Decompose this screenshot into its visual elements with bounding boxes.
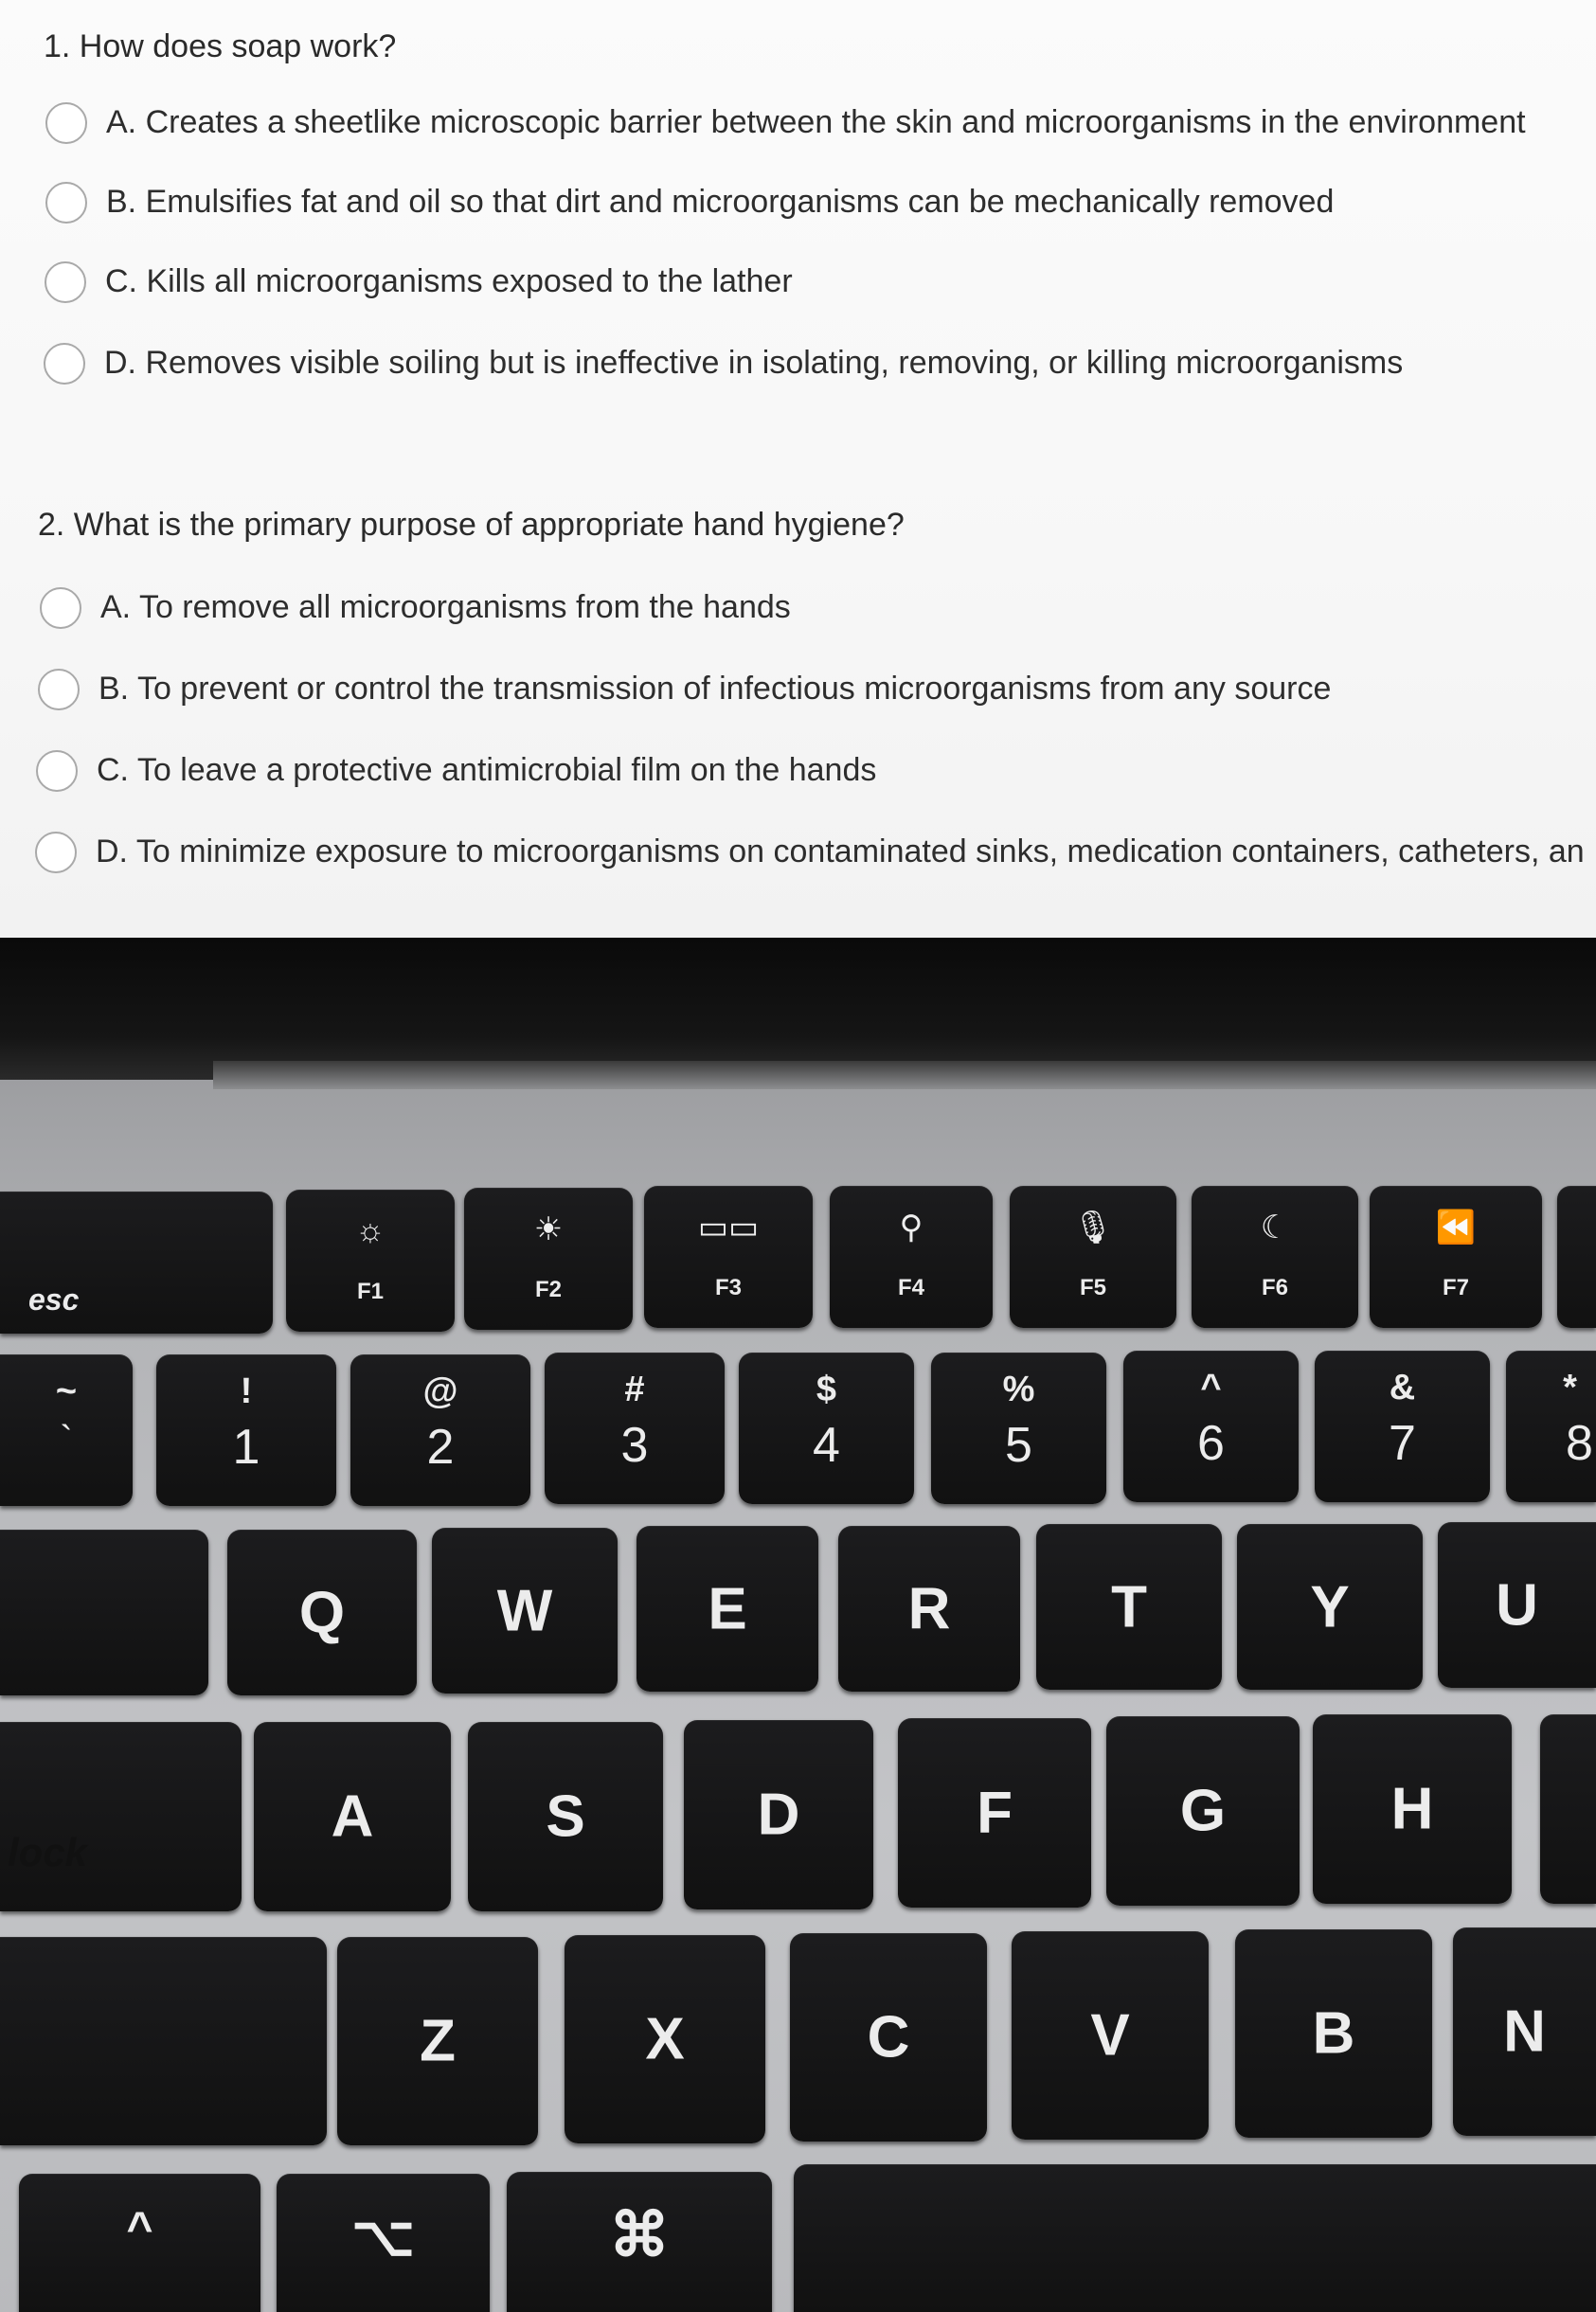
key-digit: 3 bbox=[620, 1418, 649, 1473]
key-t[interactable] bbox=[1036, 1524, 1222, 1690]
option-label: A. Creates a sheetlike microscopic barrier between the skin and microorganisms in the environment bbox=[106, 104, 1526, 140]
key-letter: H bbox=[1390, 1776, 1434, 1842]
option-label: B. To prevent or control the transmission of infectious microorganisms from any source bbox=[99, 671, 1332, 707]
key-r[interactable] bbox=[838, 1526, 1020, 1692]
key-label: F6 bbox=[1261, 1275, 1288, 1300]
radio-button[interactable] bbox=[40, 587, 81, 629]
lock-label: lock bbox=[8, 1830, 88, 1874]
shift-key[interactable] bbox=[0, 1937, 327, 2145]
radio-button[interactable] bbox=[38, 669, 80, 710]
brightness-down-icon: ☼ bbox=[355, 1212, 386, 1248]
command-icon: ⌘ bbox=[609, 2200, 670, 2269]
key-symbol: & bbox=[1389, 1368, 1416, 1407]
key-3[interactable] bbox=[545, 1353, 725, 1504]
f7-key[interactable] bbox=[1370, 1186, 1542, 1328]
key-y[interactable] bbox=[1237, 1524, 1423, 1690]
key-1[interactable] bbox=[156, 1354, 336, 1506]
space-bar[interactable] bbox=[794, 2164, 1596, 2312]
key-symbol: $ bbox=[816, 1370, 837, 1409]
f1-key[interactable] bbox=[286, 1190, 455, 1332]
key-letter: D bbox=[757, 1782, 800, 1848]
key-letter: B bbox=[1312, 2000, 1355, 2067]
key-letter: Q bbox=[298, 1580, 346, 1645]
key-4[interactable] bbox=[739, 1353, 914, 1504]
key-symbol: ^ bbox=[1200, 1368, 1222, 1407]
esc-key[interactable] bbox=[0, 1192, 273, 1334]
f8-key[interactable] bbox=[1557, 1186, 1596, 1328]
control-icon: ^ bbox=[126, 2203, 153, 2254]
quiz-screen bbox=[0, 0, 1596, 938]
radio-button[interactable] bbox=[44, 343, 85, 385]
option-label: D. To minimize exposure to microorganisms on contaminated sinks, medication containers, catheters, an bbox=[96, 833, 1585, 869]
key-digit: 8 bbox=[1566, 1416, 1593, 1471]
brightness-up-icon: ☀ bbox=[533, 1211, 564, 1247]
mission-control-icon: ▭▭ bbox=[697, 1210, 760, 1246]
question-title: 1. How does soap work? bbox=[44, 28, 397, 64]
key-label: F5 bbox=[1079, 1275, 1106, 1300]
key-f[interactable] bbox=[898, 1718, 1091, 1908]
radio-button[interactable] bbox=[45, 261, 86, 303]
caps-lock-key[interactable] bbox=[0, 1722, 242, 1911]
key-v[interactable] bbox=[1012, 1931, 1209, 2140]
key-g[interactable] bbox=[1106, 1716, 1300, 1906]
key-label: F7 bbox=[1442, 1275, 1469, 1300]
f3-key[interactable] bbox=[644, 1186, 813, 1328]
f2-key[interactable] bbox=[464, 1188, 633, 1330]
key-label: F3 bbox=[714, 1275, 742, 1300]
option-icon: ⌥ bbox=[351, 2205, 415, 2267]
key-label: F2 bbox=[534, 1277, 562, 1302]
radio-button[interactable] bbox=[45, 182, 87, 224]
key-digit: 2 bbox=[426, 1420, 455, 1475]
key-letter: U bbox=[1496, 1572, 1538, 1638]
key-letter: G bbox=[1179, 1778, 1227, 1844]
backtick-key[interactable] bbox=[0, 1354, 133, 1506]
radio-button[interactable] bbox=[36, 750, 78, 792]
key-letter: Z bbox=[420, 2008, 456, 2074]
control-key[interactable] bbox=[19, 2174, 260, 2312]
key-symbol: * bbox=[1563, 1368, 1577, 1407]
key-label: F1 bbox=[356, 1279, 384, 1304]
key-2[interactable] bbox=[350, 1354, 530, 1506]
key-z[interactable] bbox=[337, 1937, 538, 2145]
key-symbol: ~ bbox=[55, 1371, 78, 1411]
key-d[interactable] bbox=[684, 1720, 873, 1909]
option-label: B. Emulsifies fat and oil so that dirt and microorganisms can be mechanically removed bbox=[106, 184, 1335, 220]
key-digit: 5 bbox=[1005, 1418, 1032, 1473]
option-key[interactable] bbox=[277, 2174, 490, 2312]
key-j[interactable] bbox=[1540, 1714, 1596, 1904]
key-digit: ` bbox=[60, 1419, 73, 1461]
key-letter: R bbox=[907, 1576, 951, 1641]
key-c[interactable] bbox=[790, 1933, 987, 2142]
key-letter: E bbox=[708, 1576, 747, 1641]
key-digit: 7 bbox=[1389, 1416, 1416, 1471]
key-letter: V bbox=[1090, 2002, 1130, 2069]
key-a[interactable] bbox=[254, 1722, 451, 1911]
key-letter: T bbox=[1111, 1574, 1147, 1640]
key-letter: A bbox=[331, 1783, 374, 1850]
key-5[interactable] bbox=[931, 1353, 1106, 1504]
key-letter: S bbox=[546, 1783, 585, 1850]
search-icon: ⚲ bbox=[899, 1210, 924, 1246]
key-letter: X bbox=[645, 2006, 685, 2072]
key-w[interactable] bbox=[432, 1528, 618, 1694]
rewind-icon: ⏪ bbox=[1435, 1210, 1477, 1246]
key-letter: C bbox=[867, 2004, 910, 2070]
microphone-icon: 🎙 bbox=[1072, 1210, 1114, 1246]
tab-key[interactable] bbox=[0, 1530, 208, 1695]
key-u[interactable] bbox=[1438, 1522, 1596, 1688]
f5-key[interactable] bbox=[1010, 1186, 1176, 1328]
key-symbol: ! bbox=[240, 1371, 253, 1411]
moon-icon: ☾ bbox=[1260, 1210, 1290, 1246]
option-label: C. To leave a protective antimicrobial film on the hands bbox=[97, 752, 877, 788]
key-digit: 1 bbox=[232, 1420, 260, 1475]
question-title: 2. What is the primary purpose of appropriate hand hygiene? bbox=[38, 507, 905, 543]
key-symbol: # bbox=[624, 1370, 645, 1409]
key-h[interactable] bbox=[1313, 1714, 1512, 1904]
key-symbol: % bbox=[1002, 1370, 1035, 1409]
radio-button[interactable] bbox=[35, 832, 77, 873]
key-x[interactable] bbox=[565, 1935, 765, 2143]
laptop-bezel bbox=[0, 938, 1596, 1080]
f6-key[interactable] bbox=[1192, 1186, 1358, 1328]
key-digit: 6 bbox=[1197, 1416, 1225, 1471]
key-b[interactable] bbox=[1235, 1929, 1432, 2138]
f4-key[interactable] bbox=[830, 1186, 993, 1328]
key-letter: N bbox=[1503, 1998, 1546, 2065]
key-digit: 4 bbox=[813, 1418, 840, 1473]
key-letter: Y bbox=[1310, 1574, 1350, 1640]
key-letter: F bbox=[977, 1780, 1013, 1846]
hinge-lip bbox=[213, 1061, 1596, 1089]
key-q[interactable] bbox=[227, 1530, 417, 1695]
key-e[interactable] bbox=[637, 1526, 818, 1692]
key-7[interactable] bbox=[1315, 1351, 1490, 1502]
command-key[interactable] bbox=[507, 2172, 772, 2312]
key-n[interactable] bbox=[1453, 1927, 1596, 2136]
key-symbol: @ bbox=[422, 1371, 458, 1411]
radio-button[interactable] bbox=[45, 102, 87, 144]
key-s[interactable] bbox=[468, 1722, 663, 1911]
key-8[interactable] bbox=[1506, 1351, 1596, 1502]
esc-label: esc bbox=[28, 1282, 80, 1317]
option-label: A. To remove all microorganisms from the hands bbox=[100, 589, 791, 625]
key-letter: W bbox=[496, 1578, 553, 1643]
option-label: D. Removes visible soiling but is ineffective in isolating, removing, or killing microorganisms bbox=[104, 345, 1404, 381]
key-6[interactable] bbox=[1123, 1351, 1299, 1502]
option-label: C. Kills all microorganisms exposed to the lather bbox=[105, 263, 793, 299]
key-label: F4 bbox=[897, 1275, 924, 1300]
